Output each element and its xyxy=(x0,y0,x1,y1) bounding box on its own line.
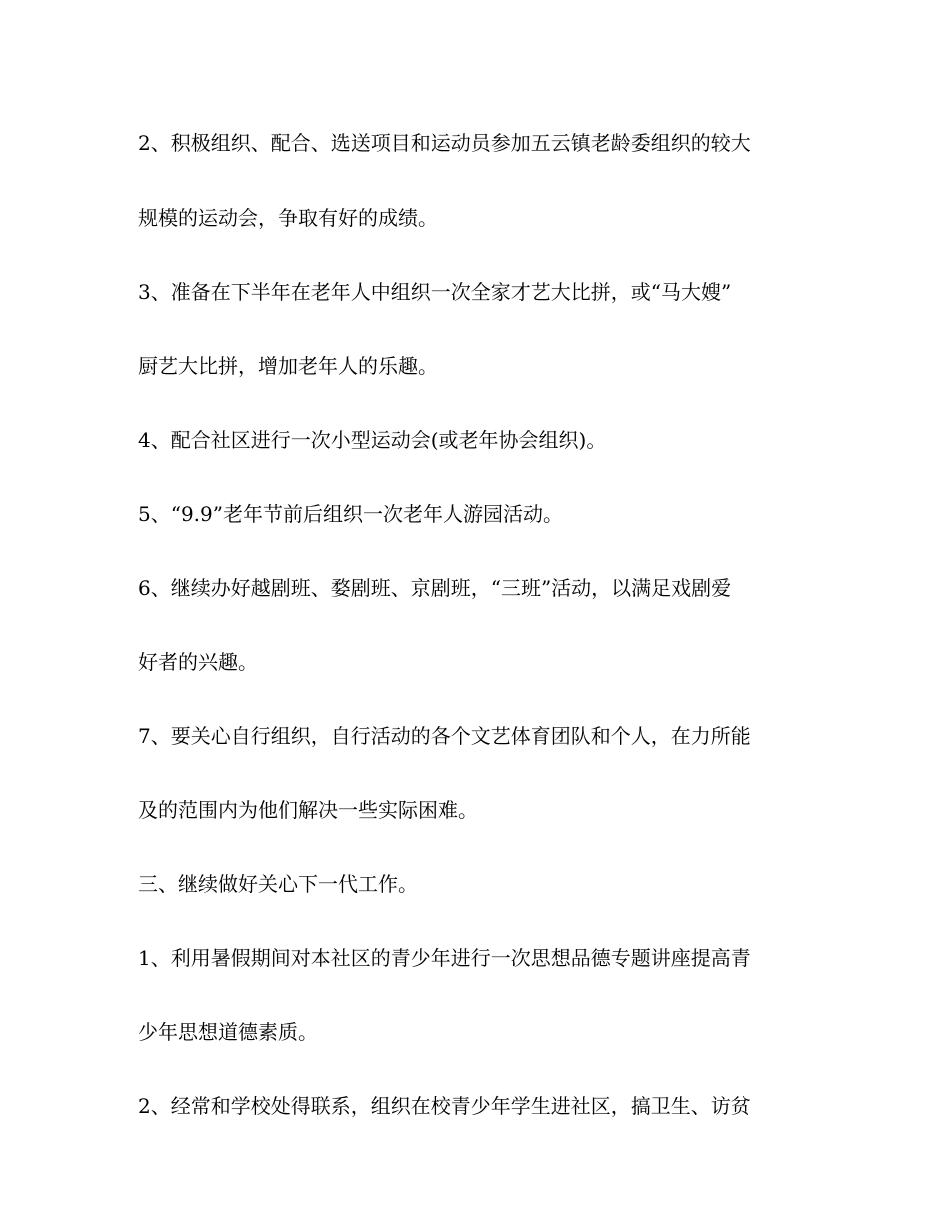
text-line: 6、继续办好越剧班、婺剧班、京剧班，“三班”活动，以满足戏剧爱 xyxy=(138,576,732,600)
text-line: 2、经常和学校处得联系，组织在校青少年学生进社区，搞卫生、访贫 xyxy=(138,1094,751,1118)
text-line: 3、准备在下半年在老年人中组织一次全家才艺大比拼，或“马大嫂” xyxy=(138,280,732,304)
text-line: 好者的兴趣。 xyxy=(138,650,258,674)
section-heading: 三、继续做好关心下一代工作。 xyxy=(138,872,418,896)
text-line: 2、积极组织、配合、选送项目和运动员参加五云镇老龄委组织的较大 xyxy=(138,131,751,155)
text-line: 5、“9.9”老年节前后组织一次老年人游园活动。 xyxy=(138,502,563,526)
text-line: 1、利用暑假期间对本社区的青少年进行一次思想品德专题讲座提高青 xyxy=(138,946,751,970)
text-line: 7、要关心自行组织，自行活动的各个文艺体育团队和个人，在力所能 xyxy=(138,724,751,748)
text-line: 4、配合社区进行一次小型运动会(或老年协会组织)。 xyxy=(138,428,607,452)
text-line: 少年思想道德素质。 xyxy=(138,1020,318,1044)
text-line: 及的范围内为他们解决一些实际困难。 xyxy=(138,798,478,822)
text-line: 厨艺大比拼，增加老年人的乐趣。 xyxy=(138,354,438,378)
text-line: 规模的运动会，争取有好的成绩。 xyxy=(138,206,438,230)
